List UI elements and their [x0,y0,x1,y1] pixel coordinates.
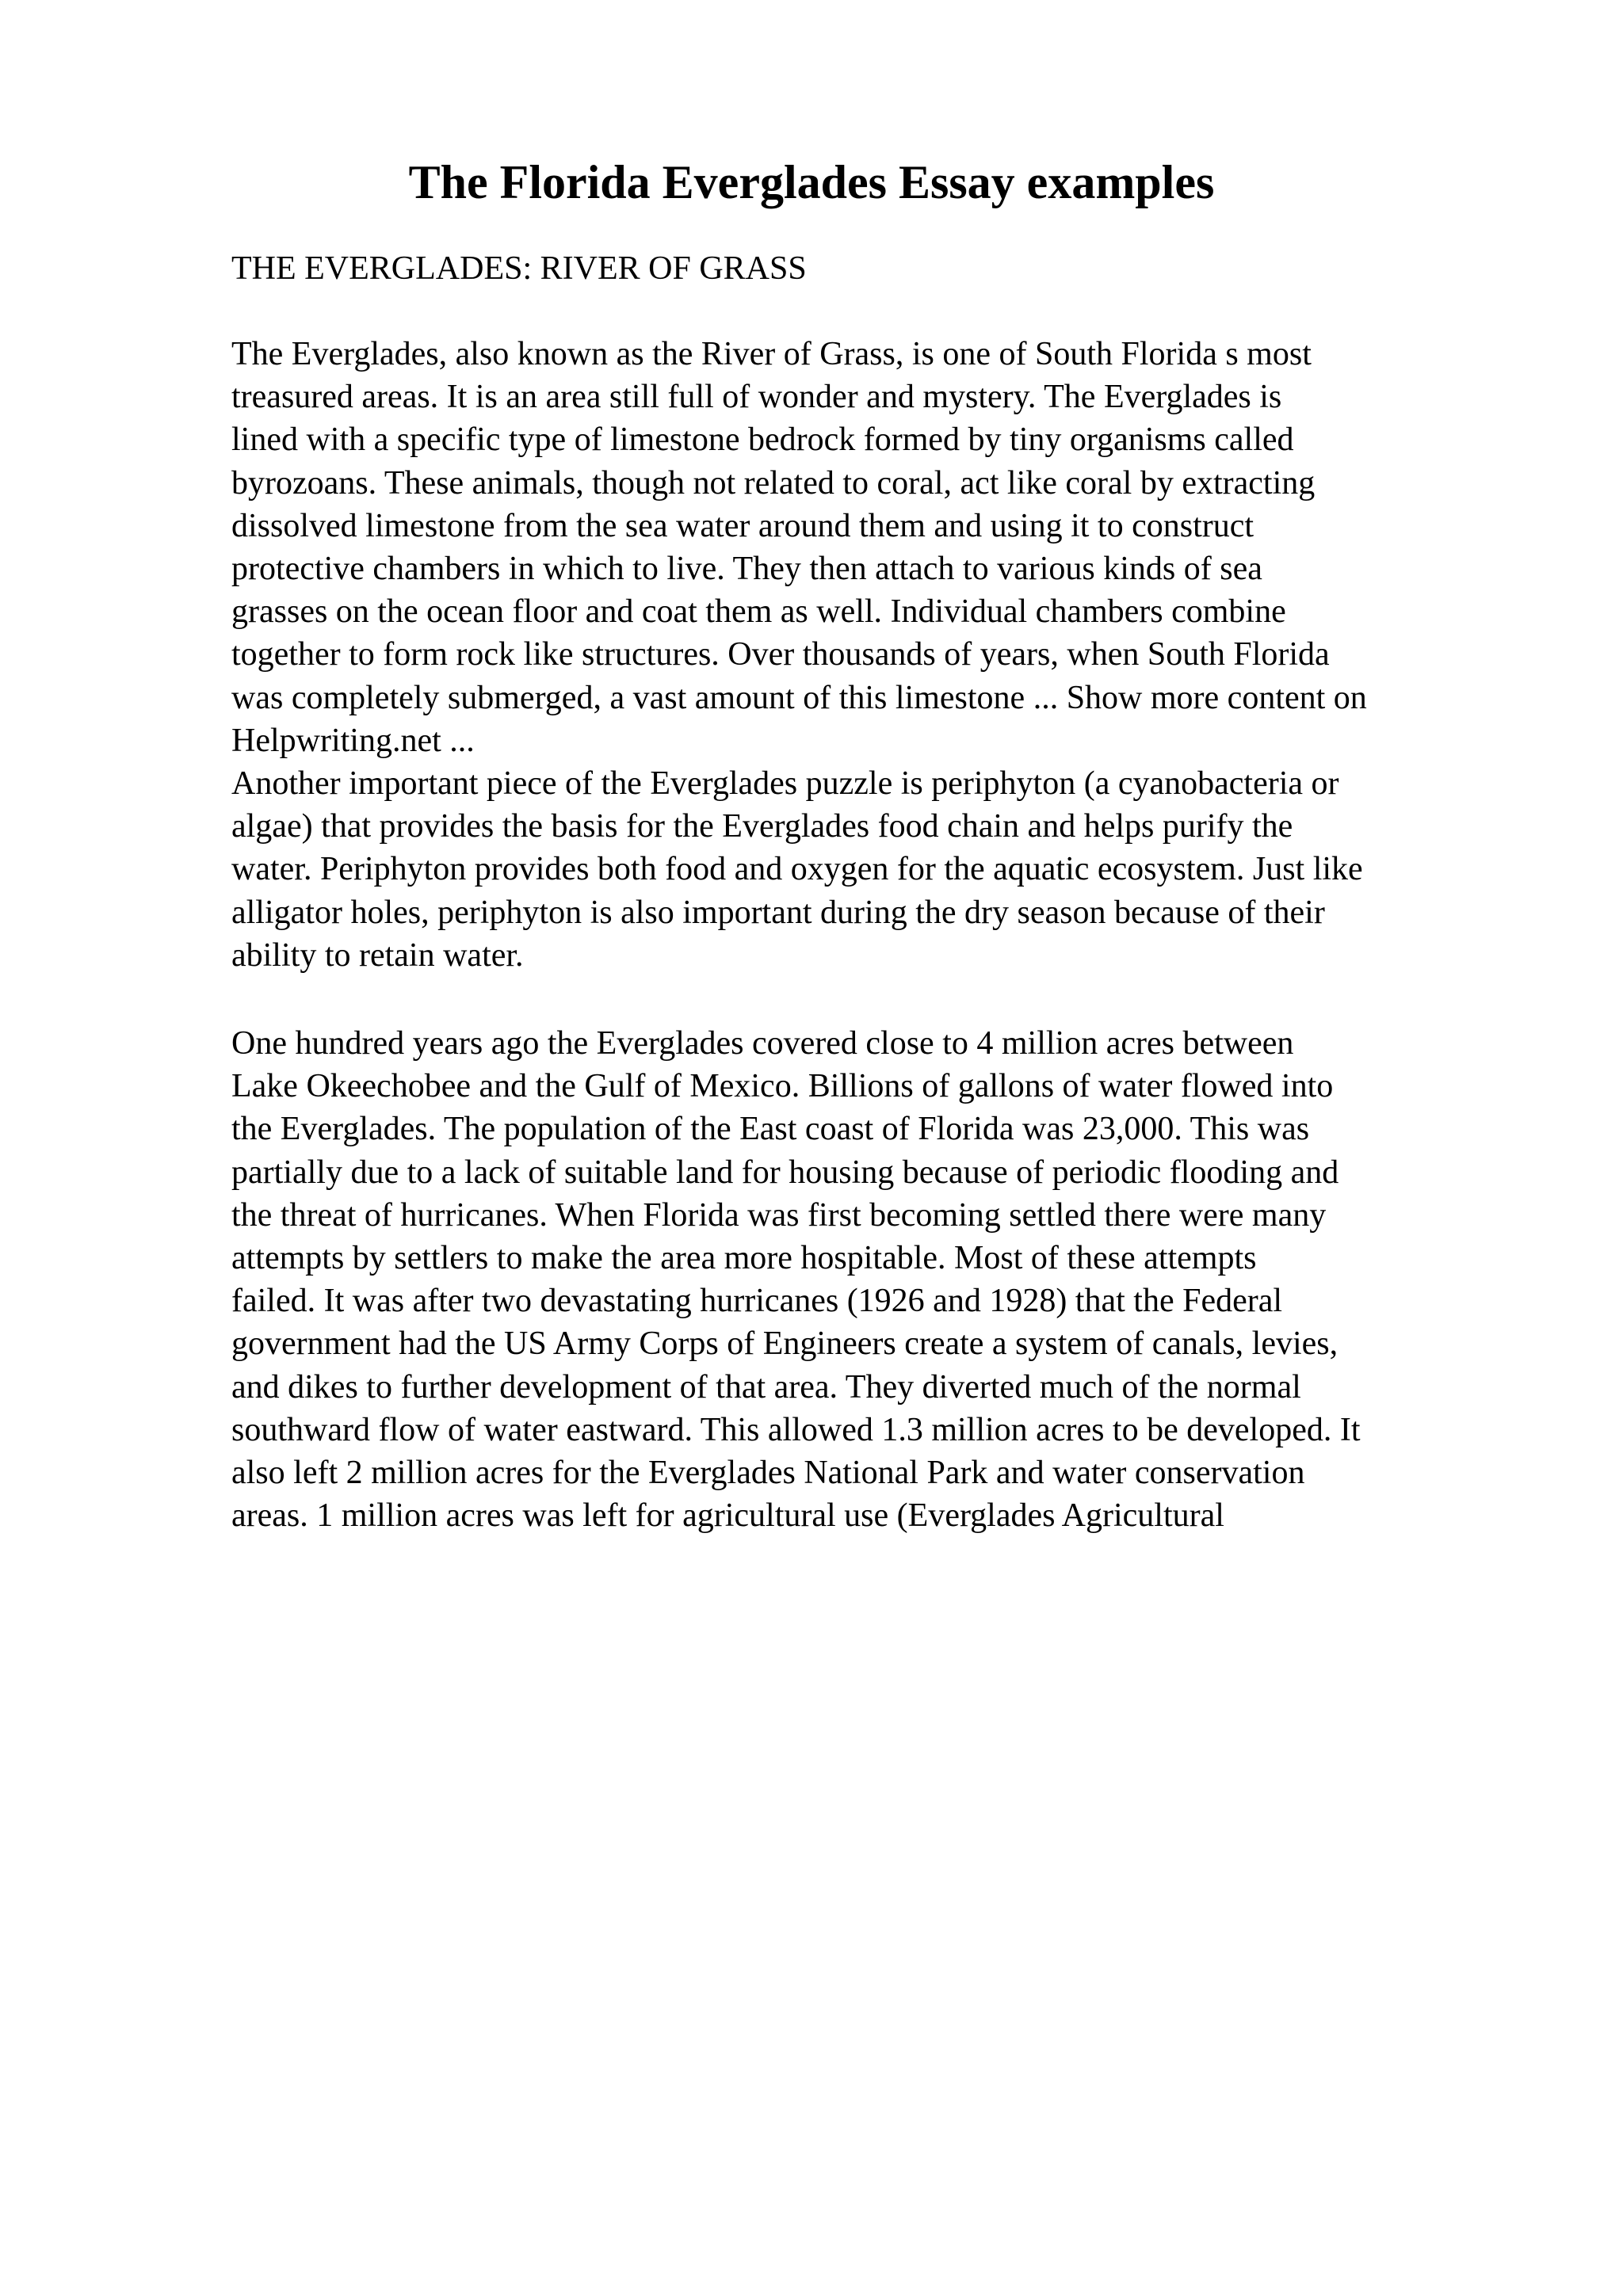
text-line: southward flow of water eastward. This allowed 1.3 million acres to be developed. It [231,1411,1361,1448]
text-line: failed. It was after two devastating hurricanes (1926 and 1928) that the Federal [231,1283,1283,1320]
text-line: ability to retain water. [231,936,524,974]
text-line: treasured areas. It is an area still full of wonder and mystery. The Everglades is [231,379,1282,416]
text-line: government had the US Army Corps of Engineers create a system of canals, levies, [231,1325,1338,1363]
text-line: byrozoans. These animals, though not related to coral, act like coral by extracting [231,464,1316,502]
text-line: areas. 1 million acres was left for agricultural use (Everglades Agricultural [231,1497,1224,1535]
text-line: dissolved limestone from the sea water around them and using it to construct [231,507,1254,544]
text-line: The Everglades, also known as the River of Grass, is one of South Florida s most [231,336,1312,372]
text-line: alligator holes, periphyton is also important during the dry season because of their [231,894,1325,931]
text-line: partially due to a lack of suitable land for housing because of periodic flooding and [231,1154,1339,1191]
paragraph-2 [231,1022,1499,1537]
text-line: algae) that provides the basis for the Everglades food chain and helps purify the [231,808,1293,845]
text-line: One hundred years ago the Everglades covered close to 4 million acres between [231,1025,1294,1062]
text-line: protective chambers in which to live. They then attach to various kinds of sea [231,551,1262,588]
text-line: together to form rock like structures. Over thousands of years, when South Florida [231,636,1330,673]
text-line: lined with a specific type of limestone bedrock formed by tiny organisms called [231,421,1294,459]
text-line: attempts by settlers to make the area more hospitable. Most of these attempts [231,1240,1257,1277]
text-line: and dikes to further development of that area. They diverted much of the normal [231,1368,1301,1405]
text-line: Another important piece of the Everglades puzzle is periphyton (a cyanobacteria or [231,765,1339,803]
paragraph-1 [231,333,1499,977]
text-line: water. Periphyton provides both food and oxygen for the aquatic ecosystem. Just like [231,851,1363,888]
text-line: was completely submerged, a vast amount of this limestone ... Show more content on [231,679,1367,716]
document-title: The Florida Everglades Essay examples [408,156,1215,208]
document-subtitle: THE EVERGLADES: RIVER OF GRASS [231,250,807,287]
text-line: the Everglades. The population of the East coast of Florida was 23,000. This was [231,1111,1310,1148]
text-line: also left 2 million acres for the Everglades National Park and water conservation [231,1455,1305,1492]
text-line: grasses on the ocean floor and coat them as well. Individual chambers combine [231,593,1286,631]
text-line: Helpwriting.net ... [231,722,475,759]
text-line: the threat of hurricanes. When Florida was first becoming settled there were many [231,1196,1327,1234]
text-line: Lake Okeechobee and the Gulf of Mexico. Billions of gallons of water flowed into [231,1068,1334,1105]
